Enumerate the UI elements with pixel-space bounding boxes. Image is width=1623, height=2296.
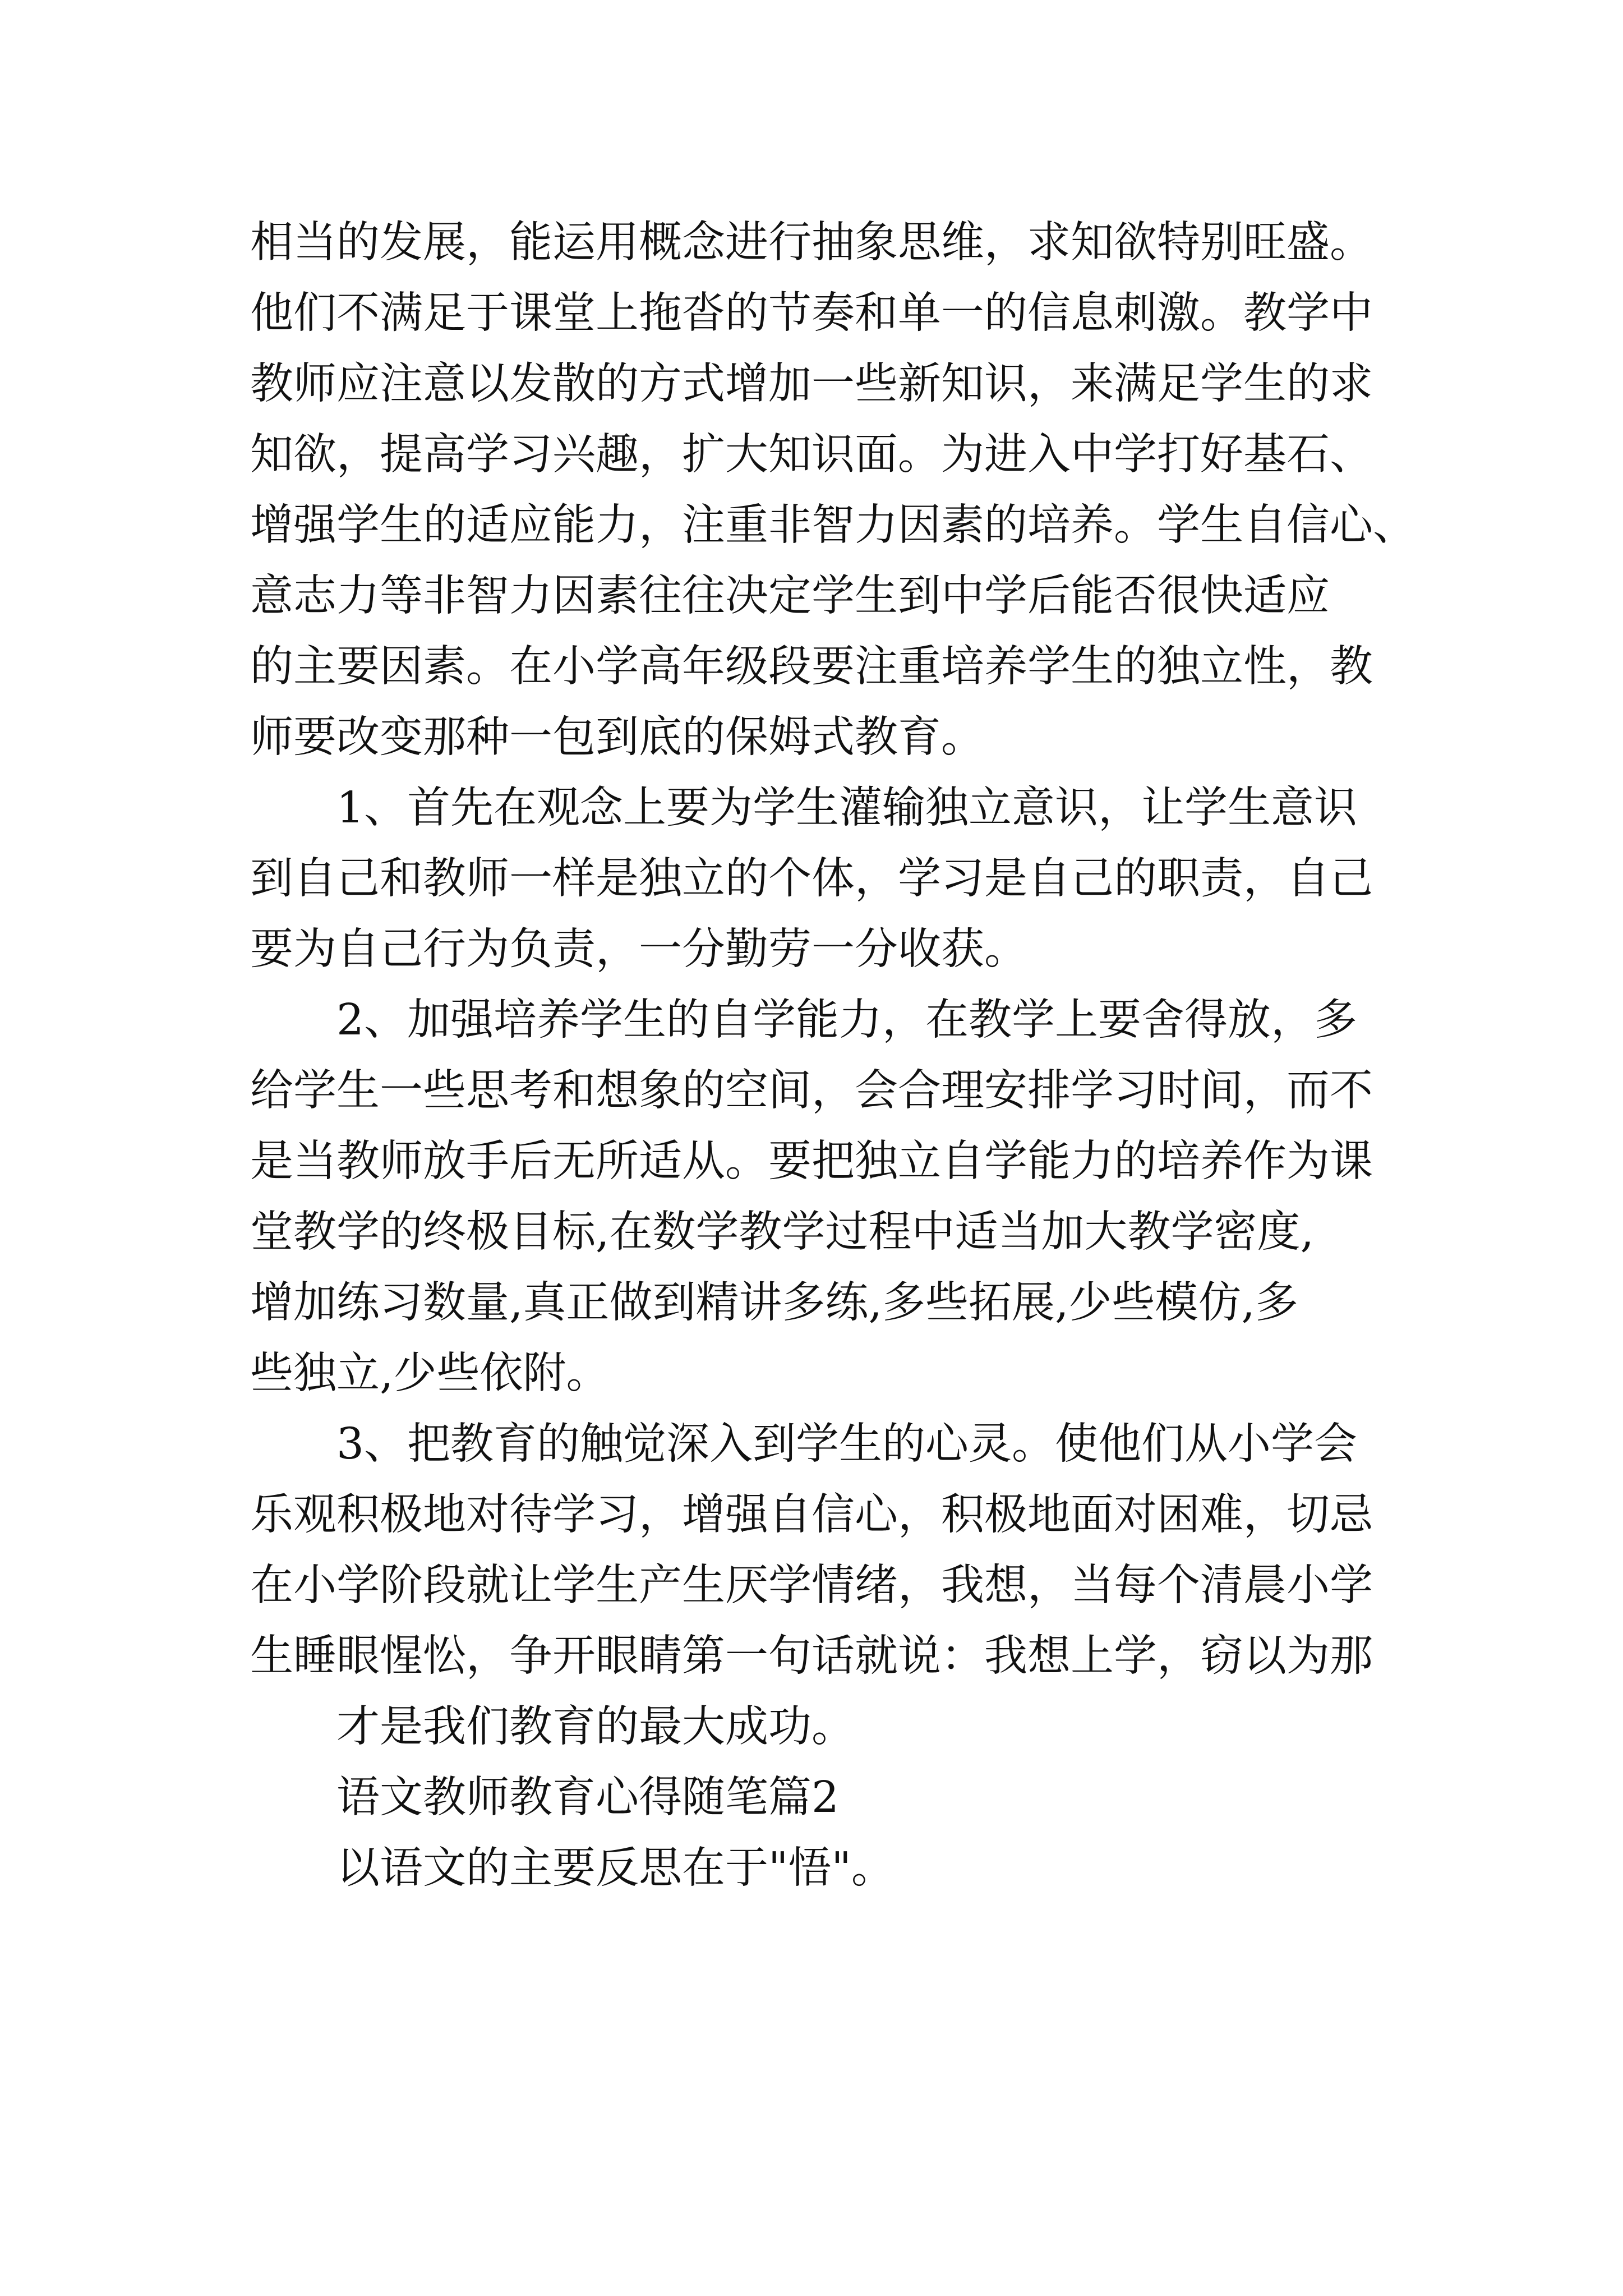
list-item-3-line: 3、把教育的触觉深入到学生的心灵。使他们从小学会 bbox=[336, 1419, 1357, 1469]
text-line: 师要改变那种一包到底的保姆式教育。 bbox=[250, 712, 984, 762]
text-line: 是当教师放手后无所适从。要把独立自学能力的培养作为课 bbox=[250, 1137, 1373, 1186]
text-line: 知欲，提高学习兴趣，扩大知识面。为进入中学打好基石、 bbox=[250, 430, 1373, 480]
text-line: 才是我们教育的最大成功。 bbox=[336, 1702, 855, 1752]
text-line: 意志力等非智力因素往往决定学生到中学后能否很快适应 bbox=[250, 571, 1330, 621]
text-line: 生睡眼惺忪，争开眼睛第一句话就说：我想上学，窃以为那 bbox=[250, 1631, 1373, 1681]
text-line: 他们不满足于课堂上拖沓的节奏和单一的信息刺激。教学中 bbox=[250, 288, 1373, 338]
body-text bbox=[250, 208, 1416, 1904]
text-line: 以语文的主要反思在于"悟"。 bbox=[336, 1843, 895, 1893]
text-line: 给学生一些思考和想象的空间，会合理安排学习时间，而不 bbox=[250, 1066, 1373, 1116]
section-heading: 语文教师教育心得随笔篇2 bbox=[336, 1773, 839, 1823]
text-line: 的主要因素。在小学高年级段要注重培养学生的独立性，教 bbox=[250, 642, 1373, 692]
text-line: 要为自己行为负责，一分勤劳一分收获。 bbox=[250, 924, 1027, 974]
text-line: 教师应注意以发散的方式增加一些新知识，来满足学生的求 bbox=[250, 359, 1373, 409]
list-item-2-line: 2、加强培养学生的自学能力，在教学上要舍得放，多 bbox=[336, 995, 1357, 1045]
text-line: 在小学阶段就让学生产生厌学情绪，我想，当每个清晨小学 bbox=[250, 1561, 1373, 1611]
text-line: 增加练习数量,真正做到精讲多练,多些拓展,少些模仿,多 bbox=[250, 1278, 1298, 1328]
text-line: 相当的发展，能运用概念进行抽象思维，求知欲特别旺盛。 bbox=[250, 218, 1373, 268]
text-line: 些独立,少些依附。 bbox=[250, 1349, 610, 1398]
text-line: 增强学生的适应能力，注重非智力因素的培养。学生自信心、 bbox=[250, 500, 1416, 550]
text-line: 到自己和教师一样是独立的个体，学习是自己的职责，自己 bbox=[250, 854, 1373, 904]
text-line: 堂教学的终极目标,在数学教学过程中适当加大教学密度, bbox=[250, 1207, 1314, 1257]
list-item-1-line: 1、首先在观念上要为学生灌输独立意识，让学生意识 bbox=[336, 783, 1357, 833]
text-line: 乐观积极地对待学习，增强自信心，积极地面对困难，切忌 bbox=[250, 1490, 1373, 1540]
